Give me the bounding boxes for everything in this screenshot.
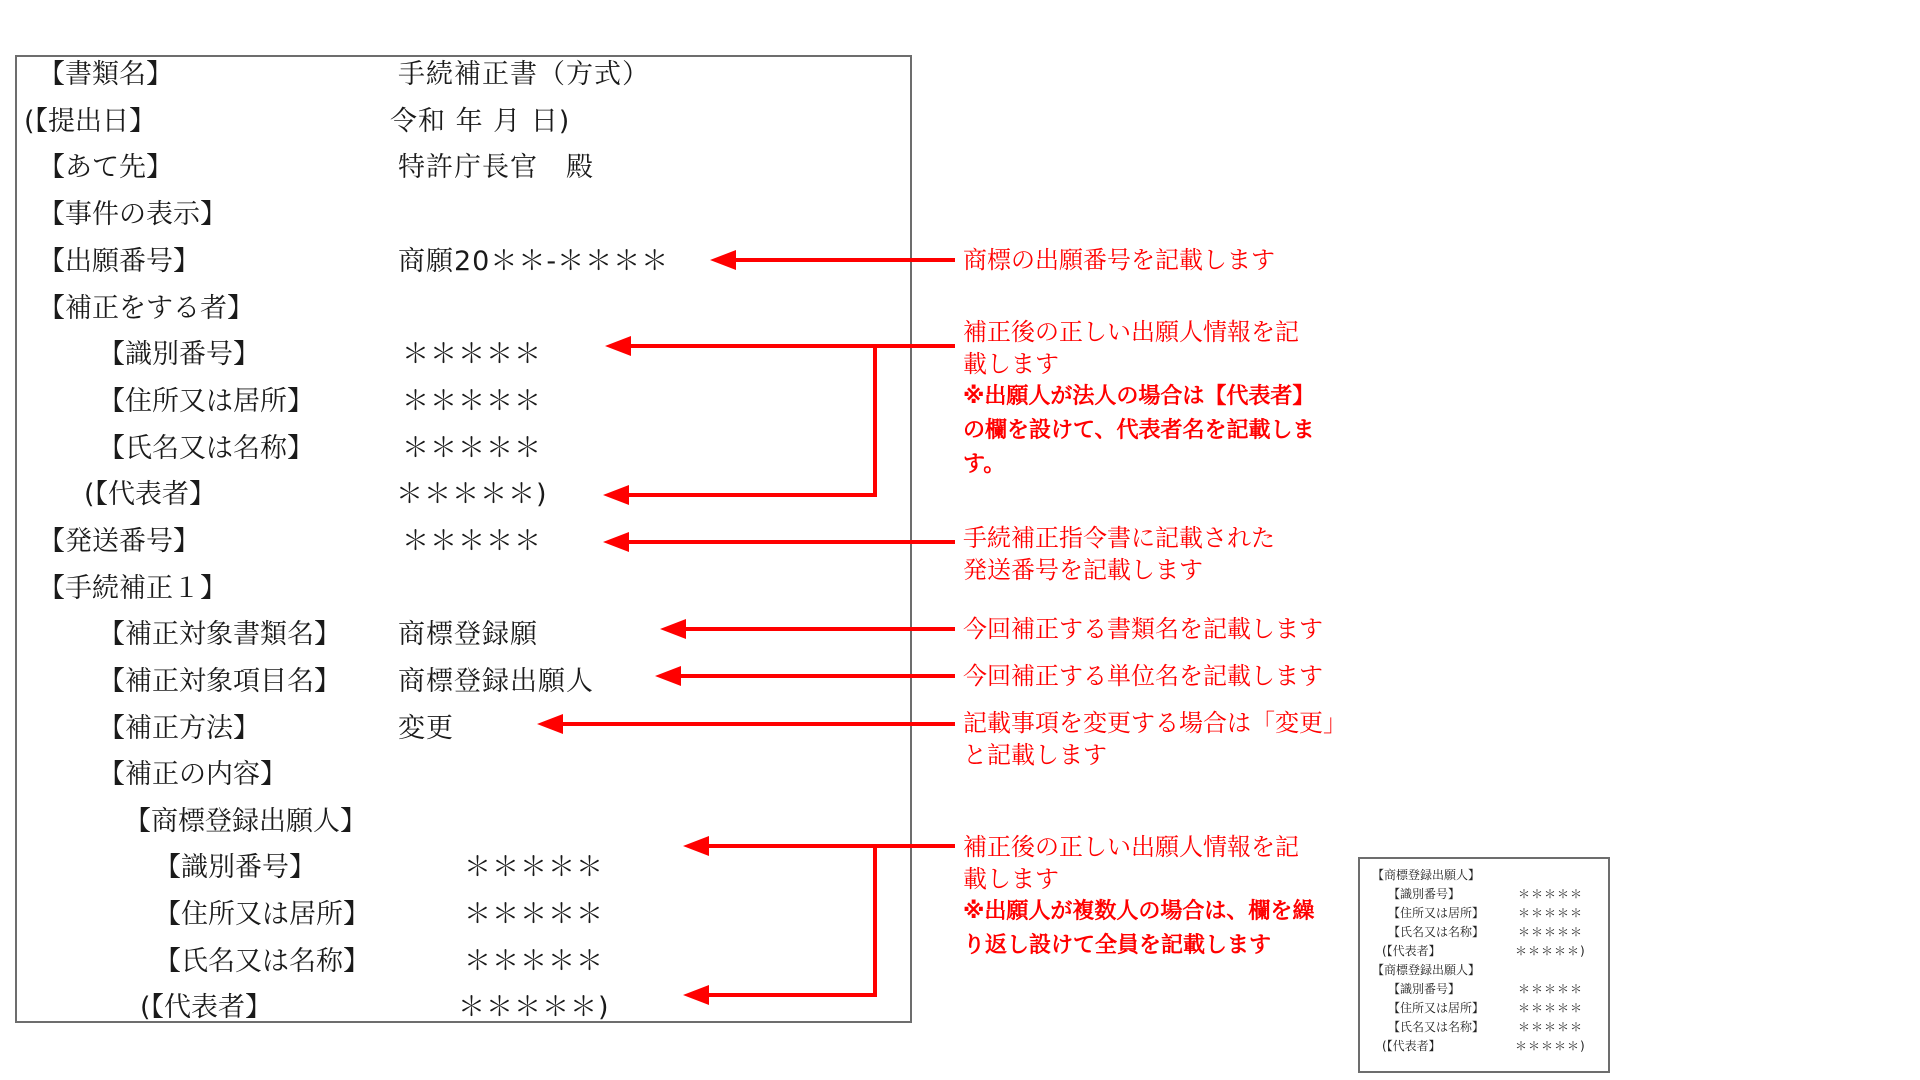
label-applicant-representative: (【代表者】: [140, 992, 273, 1023]
value-representative: ＊＊＊＊＊): [396, 479, 548, 510]
note-text: 補正後の正しい出願人情報を記: [963, 318, 1299, 346]
label-applicant-address: 【住所又は居所】: [154, 899, 370, 930]
value-submission-date: 令和 年 月 日): [390, 106, 571, 137]
note-text: と記載します: [963, 741, 1107, 769]
value-applicant-id-number: ＊＊＊＊＊: [464, 852, 604, 883]
value-amendment-method: 変更: [398, 713, 454, 744]
inset-value: ＊＊＊＊＊: [1518, 982, 1584, 996]
note-amendment-method: [963, 707, 1347, 771]
inset-value: ＊＊＊＊＊: [1518, 1001, 1584, 1015]
inset-value: ＊＊＊＊＊): [1515, 944, 1586, 958]
note-emphasis: す。: [963, 452, 1006, 477]
label-id-number: 【識別番号】: [98, 339, 260, 370]
value-document-name: 手続補正書（方式）: [398, 59, 650, 90]
inset-label: (【代表者】: [1382, 944, 1441, 958]
label-applicant-id-number: 【識別番号】: [154, 852, 316, 883]
label-case-indication: 【事件の表示】: [38, 199, 227, 230]
note-emphasis: り返し設けて全員を記載します: [963, 933, 1272, 958]
inset-label: 【住所又は居所】: [1388, 1001, 1485, 1015]
note-text: 今回補正する書類名を記載します: [963, 615, 1323, 643]
inset-label: 【識別番号】: [1388, 982, 1461, 996]
inset-label: 【商標登録出願人】: [1372, 963, 1481, 977]
inset-label: 【識別番号】: [1388, 887, 1461, 901]
value-address: ＊＊＊＊＊: [402, 386, 542, 417]
note-emphasis: ※出願人が複数人の場合は、欄を繰: [963, 899, 1315, 924]
note-text: 発送番号を記載します: [963, 556, 1203, 584]
note-text: 記載事項を変更する場合は「変更」: [963, 709, 1347, 737]
inset-label: 【住所又は居所】: [1388, 906, 1485, 920]
note-text: 商標の出願番号を記載します: [963, 246, 1275, 274]
inset-label: 【商標登録出願人】: [1372, 868, 1481, 882]
note-text: 補正後の正しい出願人情報を記: [963, 833, 1299, 861]
value-target-document: 商標登録願: [398, 619, 538, 650]
label-application-number: 【出願番号】: [38, 246, 200, 277]
label-submission-date: (【提出日】: [24, 106, 157, 137]
note-application-number: [963, 244, 1275, 276]
label-applicant-name: 【氏名又は名称】: [154, 946, 370, 977]
label-target-item: 【補正対象項目名】: [98, 666, 341, 697]
value-applicant-name: ＊＊＊＊＊: [464, 946, 604, 977]
inset-value: ＊＊＊＊＊: [1518, 887, 1584, 901]
value-applicant-representative: ＊＊＊＊＊): [458, 992, 610, 1023]
note-emphasis: の欄を設けて、代表者名を記載しま: [963, 418, 1315, 443]
note-dispatch-number: [963, 522, 1275, 586]
inset-label: 【氏名又は名称】: [1388, 925, 1485, 939]
note-text: 今回補正する単位名を記載します: [963, 662, 1323, 690]
label-procedure-amendment-1: 【手続補正１】: [38, 573, 227, 604]
label-corrector: 【補正をする者】: [38, 293, 254, 324]
label-dispatch-number: 【発送番号】: [38, 526, 200, 557]
note-text: 載します: [963, 350, 1059, 378]
value-name: ＊＊＊＊＊: [402, 433, 542, 464]
value-addressee: 特許庁長官 殿: [398, 152, 594, 183]
label-trademark-applicant: 【商標登録出願人】: [124, 806, 367, 837]
note-emphasis: ※出願人が法人の場合は【代表者】: [963, 384, 1315, 409]
note-target-document: [963, 613, 1323, 645]
value-dispatch-number: ＊＊＊＊＊: [402, 526, 542, 557]
note-target-item: [963, 660, 1323, 692]
label-name: 【氏名又は名称】: [98, 433, 314, 464]
note-text: 手続補正指令書に記載された: [963, 524, 1275, 552]
note-corrector: [963, 316, 1315, 482]
label-document-name: 【書類名】: [38, 59, 173, 90]
label-amendment-content: 【補正の内容】: [98, 759, 287, 790]
inset-label: (【代表者】: [1382, 1039, 1441, 1053]
label-amendment-method: 【補正方法】: [98, 713, 260, 744]
inset-value: ＊＊＊＊＊): [1515, 1039, 1586, 1053]
value-applicant-address: ＊＊＊＊＊: [464, 899, 604, 930]
value-target-item: 商標登録出願人: [398, 666, 594, 697]
label-addressee: 【あて先】: [38, 152, 173, 183]
value-application-number: 商願20＊＊-＊＊＊＊: [398, 246, 670, 277]
note-amendment-content: [963, 831, 1314, 963]
multiple-applicants-example: [1358, 857, 1610, 1073]
inset-value: ＊＊＊＊＊: [1518, 925, 1584, 939]
label-target-document: 【補正対象書類名】: [98, 619, 341, 650]
inset-label: 【氏名又は名称】: [1388, 1020, 1485, 1034]
value-id-number: ＊＊＊＊＊: [402, 339, 542, 370]
inset-value: ＊＊＊＊＊: [1518, 906, 1584, 920]
label-representative: (【代表者】: [84, 479, 217, 510]
inset-value: ＊＊＊＊＊: [1518, 1020, 1584, 1034]
note-text: 載します: [963, 865, 1059, 893]
label-address: 【住所又は居所】: [98, 386, 314, 417]
